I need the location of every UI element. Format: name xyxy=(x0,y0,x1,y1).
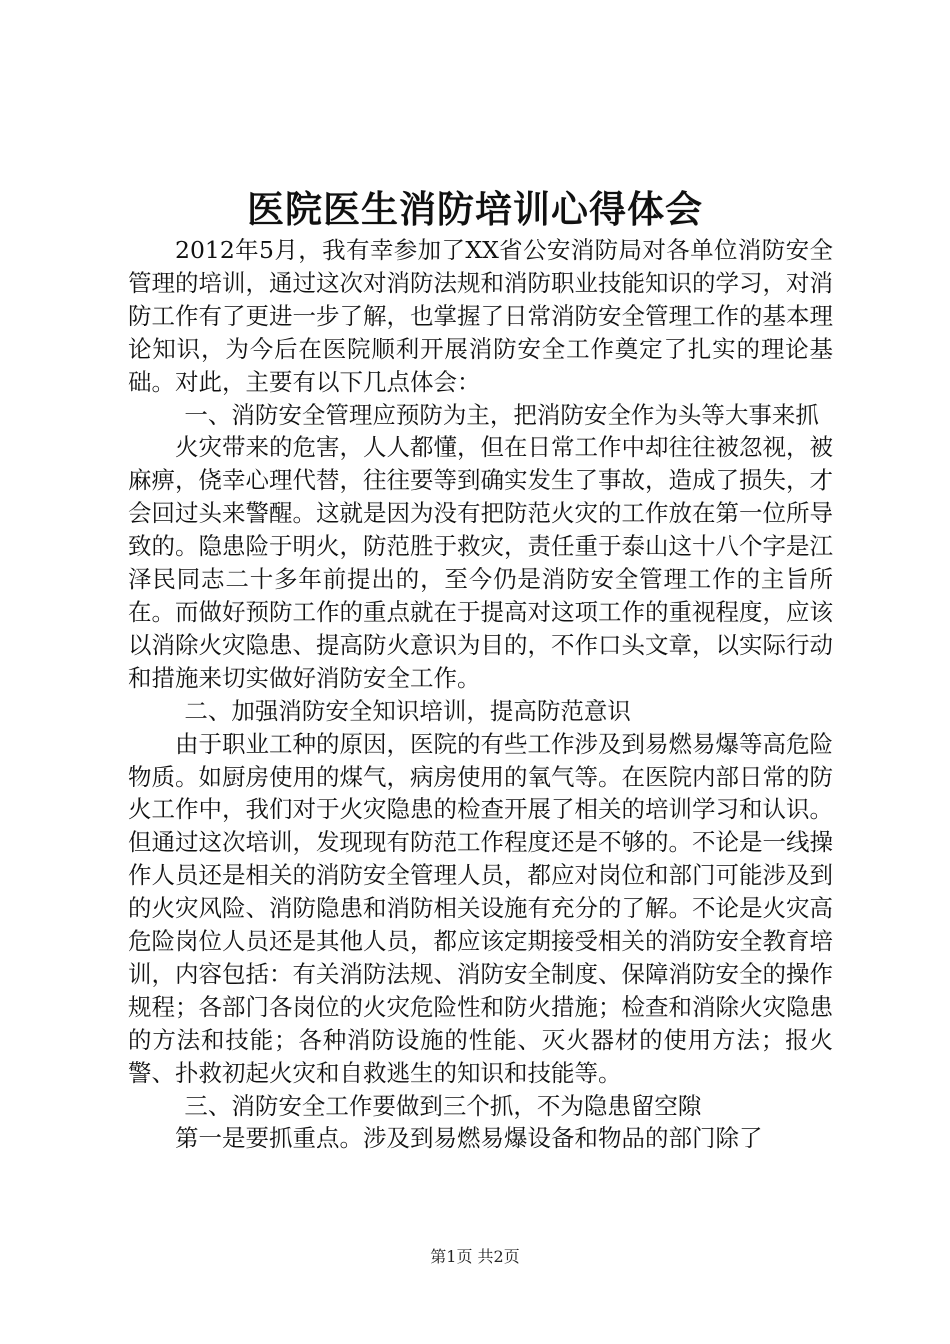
intro-paragraph: 2012年5月，我有幸参加了XX省公安消防局对各单位消防安全管理的培训，通过这次对消防法规和消防职业技能知识的学习，对消防工作有了更进一步了解，也掌握了日常消防安全管理工作的基本理论知识，为今后在医院顺利开展消防安全工作奠定了扎实的理论基础。对此，主要有以下几点体会： xyxy=(128,236,833,396)
section-3-paragraph: 第一是要抓重点。涉及到易燃易爆设备和物品的部门除了 xyxy=(175,1124,763,1153)
document-body xyxy=(128,234,833,1155)
section-2-paragraph: 由于职业工种的原因，医院的有些工作涉及到易燃易爆等高危险物质。如厨房使用的煤气，病房使用的氧气等。在医院内部日常的防火工作中，我们对于火灾隐患的检查开展了相关的培训学习和认识。但通过这次培训，发现现有防范工作程度还是不够的。不论是一线操作人员还是相关的消防安全管理人员，都应对岗位和部门可能涉及到的火灾风险、消防隐患和消防相关设施有充分的了解。不论是火灾高危险岗位人员还是其他人员，都应该定期接受相关的消防安全教育培训，内容包括：有关消防法规、消防安全制度、保障消防安全的操作规程；各部门各岗位的火灾危险性和防火措施；检查和消除火灾隐患的方法和技能；各种消防设施的性能、灭火器材的使用方法；报火警、扑救初起火灾和自救逃生的知识和技能等。 xyxy=(128,729,833,1087)
document-title: 医院医生消防培训心得体会 xyxy=(247,187,703,231)
section-1-paragraph: 火灾带来的危害，人人都懂，但在日常工作中却往往被忽视，被麻痹，侥幸心理代替，往往要等到确实发生了事故，造成了损失，才会回过头来警醒。这就是因为没有把防范火灾的工作放在第一位所导致的。隐患险于明火，防范胜于救灾，责任重于泰山这十八个字是江泽民同志二十多年前提出的，至今仍是消防安全管理工作的主旨所在。而做好预防工作的重点就在于提高对这项工作的重视程度，应该以消除火灾隐患、提高防火意识为目的，不作口头文章，以实际行动和措施来切实做好消防安全工作。 xyxy=(128,433,833,692)
section-heading-2: 二、加强消防安全知识培训，提高防范意识 xyxy=(184,696,631,725)
section-heading-3: 三、消防安全工作要做到三个抓，不为隐患留空隙 xyxy=(184,1091,702,1120)
section-heading-1: 一、消防安全管理应预防为主，把消防安全作为头等大事来抓 xyxy=(184,400,819,429)
page-number-footer: 第1页 共2页 xyxy=(430,1247,520,1266)
